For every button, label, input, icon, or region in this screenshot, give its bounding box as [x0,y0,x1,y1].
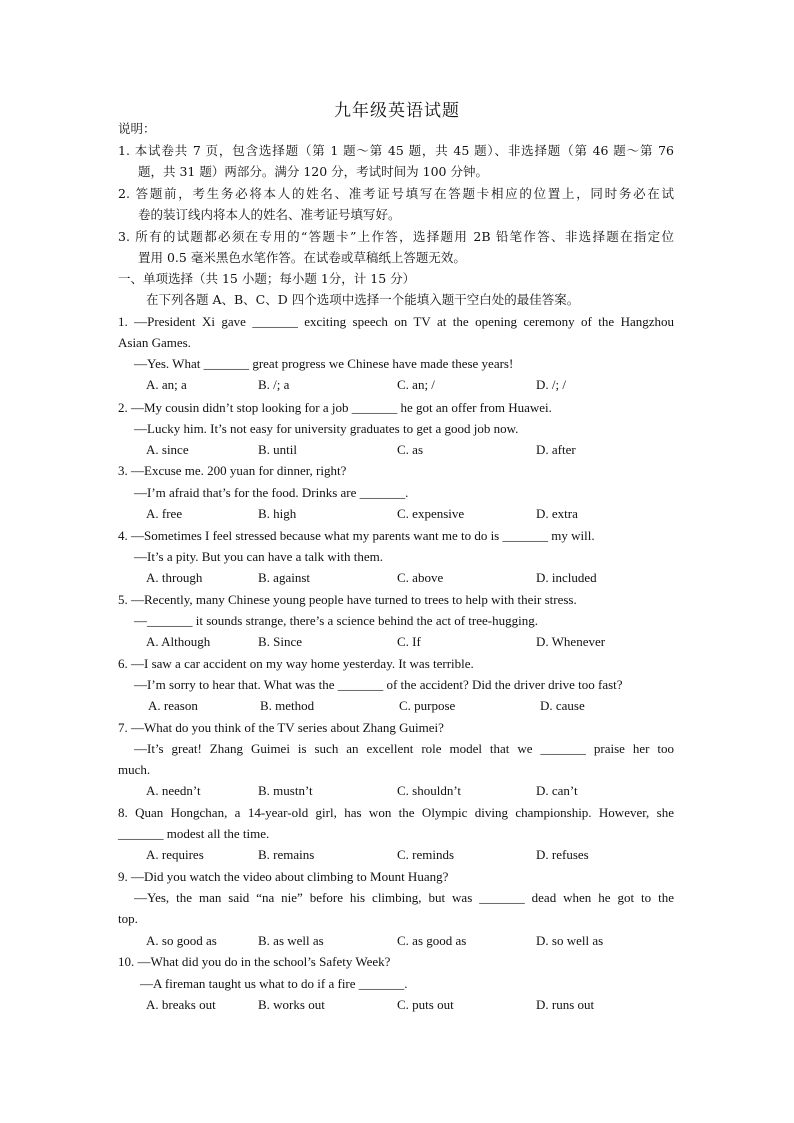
question-stem-line: 1. —President Xi gave _______ exciting speech on TV at the opening ceremony of the Hangzhou [118,314,674,329]
option-d[interactable]: D. Whenever [536,634,606,649]
question-stem-line: —I’m sorry to hear that. What was the _______ of the accident? Did the driver drive too fast? [134,677,623,692]
question-stem-line: 4. —Sometimes I feel stressed because what my parents want me to do is _______ my will. [118,528,595,543]
option-d[interactable]: D. included [536,570,597,585]
section-heading: 一、单项选择（共 15 小题；每小题 1分，计 15 分） [118,271,416,286]
question-stem-line: —Yes, the man said “na nie” before his climbing, but was _______ dead when he got to the [134,890,674,905]
option-c[interactable]: C. reminds [397,847,455,862]
question-stem-line: 6. —I saw a car accident on my way home yesterday. It was terrible. [118,656,474,671]
question-stem-line: 5. —Recently, many Chinese young people have turned to trees to help with their stress. [118,592,577,607]
option-b[interactable]: B. high [258,506,297,521]
option-a[interactable]: A. an; a [146,377,187,392]
question-stem-line: 3. —Excuse me. 200 yuan for dinner, right? [118,463,347,478]
option-d[interactable]: D. /; / [536,377,566,392]
option-b[interactable]: B. /; a [258,377,290,392]
option-c[interactable]: C. purpose [399,698,456,713]
option-a[interactable]: A. since [146,442,189,457]
question-stem-line: —Lucky him. It’s not easy for university graduates to get a good job now. [134,421,519,436]
question-stem-line: 7. —What do you think of the TV series about Zhang Guimei? [118,720,444,735]
question-stem-line: —It’s a pity. But you can have a talk with them. [134,549,383,564]
option-b[interactable]: B. remains [258,847,315,862]
option-c[interactable]: C. expensive [397,506,465,521]
option-d[interactable]: D. so well as [536,933,604,948]
option-d[interactable]: D. runs out [536,997,595,1012]
option-a[interactable]: A. Although [146,634,211,649]
option-b[interactable]: B. mustn’t [258,783,313,798]
instructions-heading: 说明： [118,121,156,136]
question-stem-line: Asian Games. [118,335,191,350]
option-c[interactable]: C. shouldn’t [397,783,462,798]
option-a[interactable]: A. so good as [146,933,217,948]
option-a[interactable]: A. breaks out [146,997,216,1012]
question-stem-line: —Yes. What _______ great progress we Chinese have made these years! [134,356,514,371]
question-stem-line: 2. —My cousin didn’t stop looking for a job _______ he got an offer from Huawei. [118,400,552,415]
option-b[interactable]: B. method [260,698,315,713]
question-stem-line: —_______ it sounds strange, there’s a science behind the act of tree-hugging. [134,613,538,628]
option-d[interactable]: D. cause [540,698,585,713]
option-b[interactable]: B. Since [258,634,303,649]
option-b[interactable]: B. works out [258,997,325,1012]
option-a[interactable]: A. reason [148,698,198,713]
instruction-1-line-1: 1. 本试卷共 7 页，包含选择题（第 1 题～第 45 题，共 45 题）、非选择题（第 46 题～第 76 [118,143,674,158]
option-c[interactable]: C. an; / [397,377,435,392]
question-stem-line: 8. Quan Hongchan, a 14-year-old girl, has won the Olympic diving championship. However, she [118,805,674,820]
question-stem-line: much. [118,762,151,777]
page-title: 九年级英语试题 [334,101,460,121]
option-a[interactable]: A. free [146,506,183,521]
question-stem-line: 10. —What did you do in the school’s Safety Week? [118,954,391,969]
option-d[interactable]: D. can’t [536,783,578,798]
option-d[interactable]: D. extra [536,506,578,521]
question-stem-line: 9. —Did you watch the video about climbing to Mount Huang? [118,869,449,884]
option-c[interactable]: C. as good as [397,933,467,948]
instruction-3-line-2: 置用 0.5 毫米黑色水笔作答。在试卷或草稿纸上答题无效。 [138,250,466,265]
option-d[interactable]: D. after [536,442,576,457]
instruction-3-line-1: 3. 所有的试题都必须在专用的“答题卡”上作答，选择题用 2B 铅笔作答、非选择题在指定位 [118,229,674,244]
instruction-1-line-2: 题，共 31 题）两部分。满分 120 分，考试时间为 100 分钟。 [138,164,488,179]
question-stem-line: —A fireman taught us what to do if a fire _______. [140,976,408,991]
option-b[interactable]: B. against [258,570,310,585]
question-stem-line: —I’m afraid that’s for the food. Drinks are _______. [134,485,409,500]
option-a[interactable]: A. through [146,570,203,585]
instruction-2-line-2: 卷的装订线内将本人的姓名、准考证号填写好。 [138,207,401,222]
option-b[interactable]: B. as well as [258,933,324,948]
option-c[interactable]: C. above [397,570,444,585]
option-b[interactable]: B. until [258,442,298,457]
option-d[interactable]: D. refuses [536,847,589,862]
section-direction: 在下列各题 A、B、C、D 四个选项中选择一个能填入题干空白处的最佳答案。 [146,292,580,307]
question-stem-line: —It’s great! Zhang Guimei is such an excellent role model that we _______ praise her too [134,741,674,756]
question-stem-line: top. [118,911,138,926]
option-c[interactable]: C. If [397,634,421,649]
option-a[interactable]: A. needn’t [146,783,201,798]
option-c[interactable]: C. puts out [397,997,454,1012]
option-a[interactable]: A. requires [146,847,204,862]
option-c[interactable]: C. as [397,442,423,457]
instruction-2-line-1: 2. 答题前，考生务必将本人的姓名、准考证号填写在答题卡相应的位置上，同时务必在试 [118,186,674,201]
question-stem-line: _______ modest all the time. [118,826,270,841]
